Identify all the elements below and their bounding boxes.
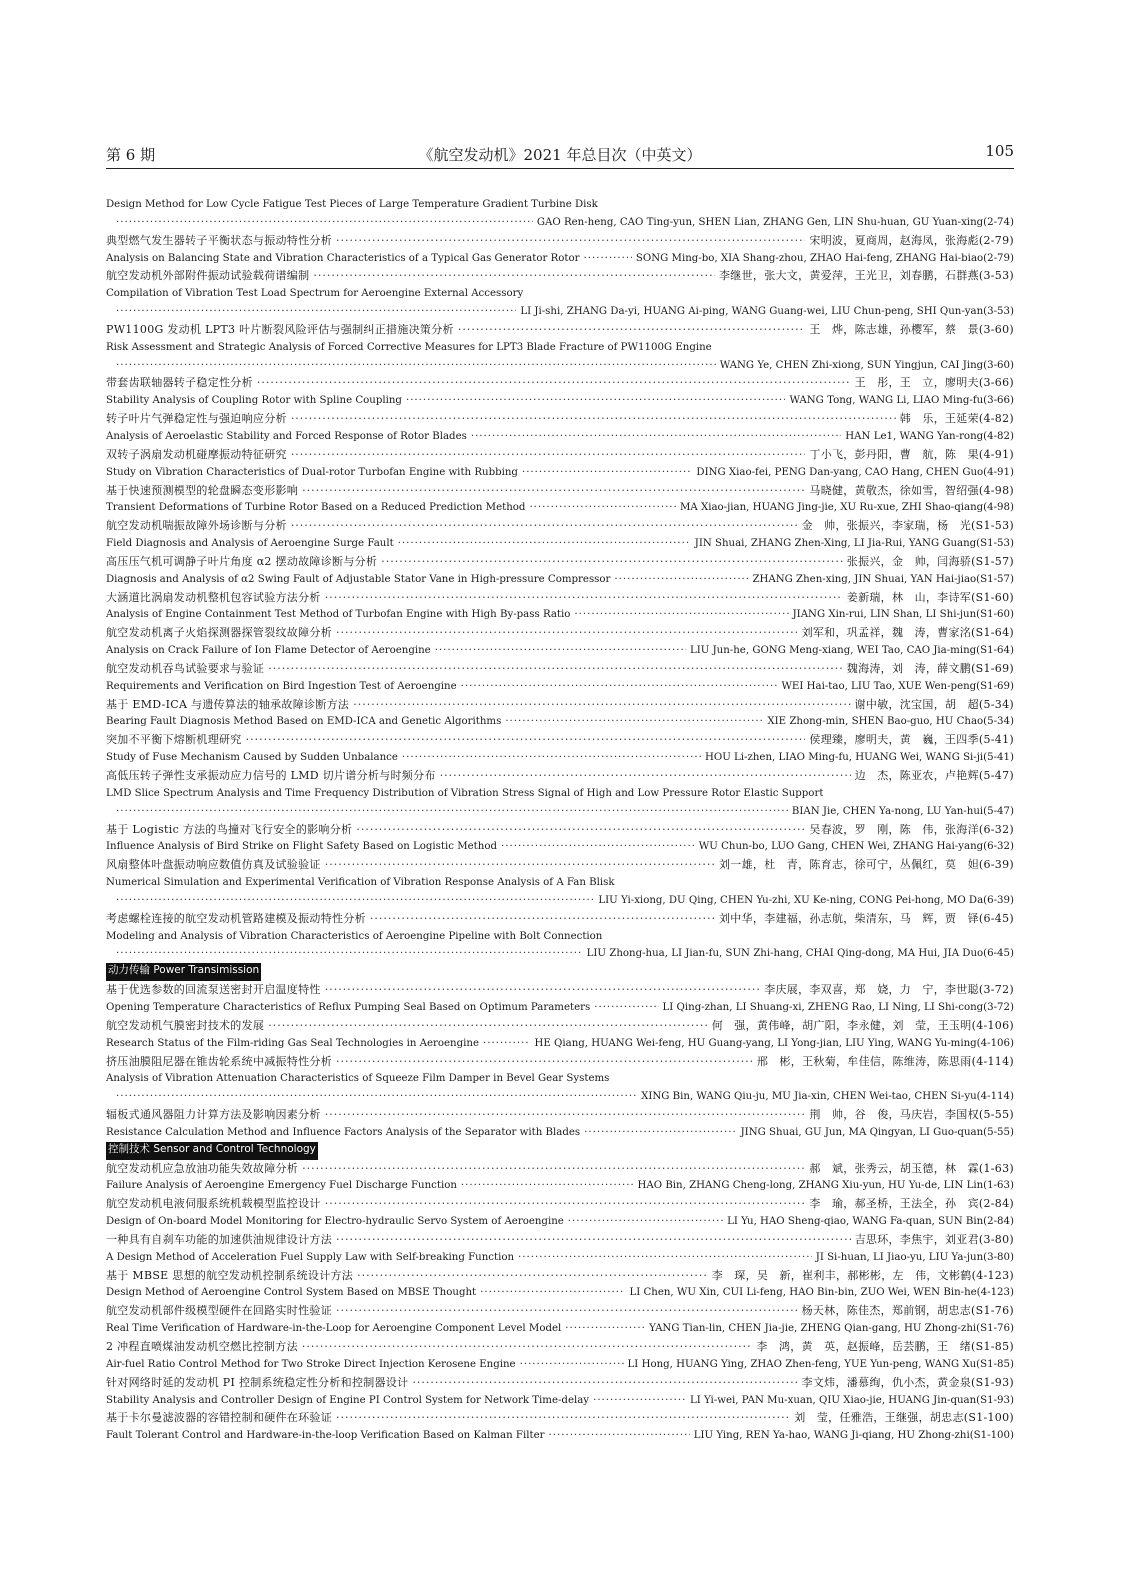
toc-entry xyxy=(106,945,1014,963)
dot-leader xyxy=(381,553,843,571)
toc-entry xyxy=(106,1356,1014,1374)
article-title-en: Bearing Fault Diagnosis Method Based on EMD-ICA and Genetic Algorithms xyxy=(106,716,502,728)
authors-and-page: DING Xiao-fei, PENG Dan-yang, CAO Hang, CHEN Guo(4-91) xyxy=(696,466,1014,478)
article-title-en: Modeling and Analysis of Vibration Characteristics of Aeroengine Pipeline with Bolt Connection xyxy=(106,930,603,942)
authors-and-page: 刘军和，巩孟祥，魏 涛，曹家洺(S1-64) xyxy=(801,626,1014,640)
article-title-zh: 航空发动机离子火焰探测器探管裂纹故障分析 xyxy=(106,626,332,640)
toc-entry xyxy=(106,464,1014,482)
toc-entry xyxy=(106,713,1014,731)
article-title-en: Fault Tolerant Control and Hardware-in-the-loop Verification Based on Kalman Filter xyxy=(106,1430,545,1442)
authors-and-page: 张振兴，金 帅，闫海骄(S1-57) xyxy=(846,554,1014,568)
authors-and-page: 刘 莹，任雅浩，王继强，胡忠志(S1-100) xyxy=(794,1411,1014,1425)
toc-entry xyxy=(106,1124,1014,1142)
article-title-en: Requirements and Verification on Bird Ingestion Test of Aeroengine xyxy=(106,680,457,692)
article-title-zh: 2 冲程直喷煤油发动机空燃比控制方法 xyxy=(106,1340,298,1353)
authors-and-page: 丁小飞，彭丹阳，曹 航，陈 果(4-91) xyxy=(809,447,1014,461)
article-title-en: Risk Assessment and Strategic Analysis of Forced Corrective Measures for LPT3 Blade Fracture of PW1100G Engine xyxy=(106,341,712,353)
dot-leader xyxy=(549,1427,690,1445)
dot-leader xyxy=(325,856,715,874)
authors-and-page: 荆 帅，谷 俊，马庆岩，李国权(5-55) xyxy=(809,1108,1014,1122)
authors-and-page: 姜新瑞，林 山，李诗军(S1-60) xyxy=(846,590,1014,604)
article-title-zh: 基于 EMD-ICA 与遗传算法的轴承故障诊断方法 xyxy=(106,697,350,711)
authors-and-page: 杨天林，陈佳杰，郑前钢，胡忠志(S1-76) xyxy=(801,1304,1014,1318)
toc-entry xyxy=(106,1302,1014,1320)
dot-leader xyxy=(336,1409,790,1427)
dot-leader xyxy=(574,606,788,624)
authors-and-page: 金 帅，张振兴，李家瑞，杨 光(S1-53) xyxy=(801,519,1014,533)
authors-and-page: JIN Shuai, ZHANG Zhen-Xing, LI Jia-Rui, YANG Guang(S1-53) xyxy=(694,538,1014,550)
article-title-en: Analysis of Vibration Attenuation Characteristics of Squeeze Film Damper in Bevel Gear Systems xyxy=(106,1073,610,1085)
article-title-zh: 基于 MBSE 思想的航空发动机控制系统设计方法 xyxy=(106,1268,354,1282)
dot-leader xyxy=(593,1392,686,1410)
dot-leader xyxy=(440,767,851,785)
authors-and-page: SONG Ming-bo, XIA Shang-zhou, ZHAO Hai-feng, ZHANG Hai-biao(2-79) xyxy=(635,252,1014,264)
article-title-zh: 突加不平衡下熔断机理研究 xyxy=(106,733,242,747)
article-title-en: Study on Vibration Characteristics of Dual-rotor Turbofan Engine with Rubbing xyxy=(106,466,518,478)
toc-entry xyxy=(106,428,1014,446)
article-title-zh: 双转子涡扇发动机碰摩振动特征研究 xyxy=(106,447,287,461)
toc-entry xyxy=(106,196,1014,214)
article-title-en: LMD Slice Spectrum Analysis and Time Frequency Distribution of Vibration Stress Signal of High and Low Pressure Rotor Elastic Support xyxy=(106,787,824,799)
authors-and-page: 侯理臻，廖明夫，黄 巍，王四季(5-41) xyxy=(809,733,1014,747)
authors-and-page: LI Yu, HAO Sheng-qiao, WANG Fa-quan, SUN Bin(2-84) xyxy=(727,1216,1014,1228)
article-title-zh: 航空发动机电液伺服系统机载模型监控设计 xyxy=(106,1197,321,1211)
article-title-en: Analysis of Aeroelastic Stability and Forced Response of Rotor Blades xyxy=(106,430,467,442)
toc-entry xyxy=(106,678,1014,696)
toc-entry xyxy=(106,1070,1014,1088)
toc-entry xyxy=(106,856,1014,874)
authors-and-page: 魏海涛，刘 涛，薛文鹏(S1-69) xyxy=(846,661,1014,675)
dot-leader xyxy=(480,1284,625,1302)
toc-entry xyxy=(106,660,1014,678)
dot-leader xyxy=(268,1017,708,1035)
dot-leader xyxy=(325,1195,806,1213)
section-title: 控制技术 Sensor and Control Technology xyxy=(106,1142,318,1160)
authors-and-page: YANG Tian-lin, CHEN Jia-jie, ZHENG Qian-gang, HU Zhong-zhi(S1-76) xyxy=(649,1323,1014,1335)
authors-and-page: 李 鸿，黄 英，赵振峰，岳芸鹏，王 绪(S1-85) xyxy=(756,1340,1014,1353)
authors-and-page: HOU Li-zhen, LIAO Ming-fu, HUANG Wei, WANG Si-ji(5-41) xyxy=(704,752,1014,764)
toc-entry xyxy=(106,1320,1014,1338)
toc-entry xyxy=(106,838,1014,856)
article-title-en: Research Status of the Film-riding Gas Seal Technologies in Aeroengine xyxy=(106,1037,479,1049)
dot-leader xyxy=(291,517,798,535)
article-title-en: Failure Analysis of Aeroengine Emergency Fuel Discharge Function xyxy=(106,1180,457,1192)
dot-leader xyxy=(336,1053,753,1071)
authors-and-page: 吴春波，罗 刚，陈 伟，张海洋(6-32) xyxy=(809,822,1014,836)
toc-entry xyxy=(106,928,1014,946)
toc-entry xyxy=(106,624,1014,642)
dot-leader xyxy=(568,1213,723,1231)
toc-entry xyxy=(106,339,1014,357)
dot-leader xyxy=(583,250,631,268)
article-title-zh: 航空发动机外部附件振动试验载荷谱编制 xyxy=(106,269,310,283)
dot-leader xyxy=(501,838,695,856)
authors-and-page: XING Bin, WANG Qiu-ju, MU Jia-xin, CHEN Wei-tao, CHEN Si-yu(4-114) xyxy=(641,1091,1014,1103)
authors-and-page: MA Xiao-jian, HUANG Jing-jie, XU Ru-xue, ZHI Shao-qiang(4-98) xyxy=(679,502,1014,514)
article-title-zh: 典型燃气发生器转子平衡状态与振动特性分析 xyxy=(106,233,332,247)
dot-leader xyxy=(398,535,691,553)
toc-entry xyxy=(106,482,1014,500)
dot-leader xyxy=(325,981,761,999)
authors-and-page: 王 彤，王 立，廖明夫(3-66) xyxy=(854,376,1014,390)
toc-entry xyxy=(106,517,1014,535)
toc-entry xyxy=(106,321,1014,339)
dot-leader xyxy=(406,392,786,410)
article-title-en: Design Method for Low Cycle Fatigue Test Pieces of Large Temperature Gradient Turbine Disk xyxy=(106,199,598,210)
dot-leader xyxy=(116,357,716,375)
authors-and-page: HAN Le1, WANG Yan-rong(4-82) xyxy=(845,430,1014,442)
article-title-en: Resistance Calculation Method and Influence Factors Analysis of the Separator with Blades xyxy=(106,1126,581,1138)
authors-and-page: GAO Ren-heng, CAO Ting-yun, SHEN Lian, ZHANG Gen, LIN Shu-huan, GU Yuan-xing(2-74) xyxy=(536,216,1014,228)
toc-entry xyxy=(106,981,1014,999)
article-title-en: Analysis on Balancing State and Vibration Characteristics of a Typical Gas Generator Rotor xyxy=(106,252,580,264)
dot-leader xyxy=(257,374,851,392)
toc-entry xyxy=(106,589,1014,607)
authors-and-page: LIU Zhong-hua, LI Jian-fu, SUN Zhi-hang, CHAI Qing-dong, MA Hui, JIA Duo(6-45) xyxy=(586,948,1014,960)
authors-and-page: 李文炜，潘慕绚，仇小杰，黄金泉(S1-93) xyxy=(801,1375,1014,1389)
authors-and-page: BIAN Jie, CHEN Ya-nong, LU Yan-hui(5-47) xyxy=(791,805,1014,817)
page-number: 105 xyxy=(985,142,1014,160)
authors-and-page: 何 强，黄伟峰，胡广阳，李永健，刘 莹，王玉明(4-106) xyxy=(711,1018,1014,1032)
dot-leader xyxy=(520,1356,624,1374)
toc-entry xyxy=(106,874,1014,892)
article-title-zh: 航空发动机气膜密封技术的发展 xyxy=(106,1018,265,1032)
toc-entry xyxy=(106,606,1014,624)
toc-entry xyxy=(106,1213,1014,1231)
running-title: 《航空发动机》2021 年总目次（中英文） xyxy=(418,146,702,164)
dot-leader xyxy=(116,803,788,821)
toc-entry xyxy=(106,214,1014,232)
toc-entry xyxy=(106,749,1014,767)
toc-entry xyxy=(106,1017,1014,1035)
toc-entry xyxy=(106,1409,1014,1427)
article-title-zh: 风扇整体叶盘振动响应数值仿真及试验验证 xyxy=(106,858,321,872)
article-title-en: Compilation of Vibration Test Load Spectrum for Aeroengine External Accessory xyxy=(106,288,524,300)
toc-entry xyxy=(106,910,1014,928)
article-title-en: Influence Analysis of Bird Strike on Flight Safety Based on Logistic Method xyxy=(106,841,497,853)
article-title-en: Diagnosis and Analysis of α2 Swing Fault of Adjustable Stator Vane in High-pressure Compressor xyxy=(106,573,611,585)
article-title-en: Design of On-board Model Monitoring for Electro-hydraulic Servo System of Aeroengine xyxy=(106,1216,564,1228)
toc-entry xyxy=(106,392,1014,410)
article-title-en: Field Diagnosis and Analysis of Aeroengine Surge Fault xyxy=(106,538,394,550)
dot-leader xyxy=(116,1088,637,1106)
dot-leader xyxy=(116,892,594,910)
issue-label: 第 6 期 xyxy=(106,146,156,164)
toc-entry xyxy=(106,767,1014,785)
article-title-zh: 基于快速预测模型的轮盘瞬态变形影响 xyxy=(106,483,299,497)
authors-and-page: XIE Zhong-min, SHEN Bao-guo, HU Chao(5-34) xyxy=(767,716,1014,728)
article-title-zh: PW1100G 发动机 LPT3 叶片断裂风险评估与强制纠正措施决策分析 xyxy=(106,322,454,336)
dot-leader xyxy=(594,999,658,1017)
dot-leader xyxy=(336,1302,798,1320)
toc-entry xyxy=(106,1088,1014,1106)
dot-leader xyxy=(505,713,763,731)
article-title-en: A Design Method of Acceleration Fuel Supply Law with Self-breaking Function xyxy=(106,1251,515,1263)
dot-leader xyxy=(246,731,806,749)
authors-and-page: LI Ji-shi, ZHANG Da-yi, HUANG Ai-ping, WANG Guang-wei, LIU Chun-peng, SHI Qun-yan(3-53) xyxy=(520,306,1014,318)
article-title-en: Analysis on Crack Failure of Ion Flame Detector of Aeroengine xyxy=(106,645,431,657)
dot-leader xyxy=(302,482,805,500)
authors-and-page: JI Si-huan, LI Jiao-yu, LIU Ya-jun(3-80) xyxy=(815,1251,1014,1263)
toc-entry xyxy=(106,1231,1014,1249)
authors-and-page: 韩 乐，王延荣(4-82) xyxy=(899,412,1014,426)
dot-leader xyxy=(336,624,798,642)
article-title-en: Design Method of Aeroengine Control System Based on MBSE Thought xyxy=(106,1287,477,1299)
section-heading xyxy=(106,963,1014,981)
toc-entry xyxy=(106,1177,1014,1195)
toc-entry xyxy=(106,267,1014,285)
toc-entry xyxy=(106,1338,1014,1356)
article-title-zh: 考虑螺栓连接的航空发动机管路建模及振动特性分析 xyxy=(106,911,366,925)
article-title-en: Real Time Verification of Hardware-in-the-Loop for Aeroengine Component Level Model xyxy=(106,1323,562,1335)
dot-leader xyxy=(325,589,843,607)
dot-leader xyxy=(302,1338,752,1356)
dot-leader xyxy=(483,1035,530,1053)
dot-leader xyxy=(313,267,715,285)
toc-entry xyxy=(106,821,1014,839)
toc-entry xyxy=(106,1035,1014,1053)
toc-entry xyxy=(106,1284,1014,1302)
article-title-zh: 航空发动机部件级模型硬件在回路实时性验证 xyxy=(106,1304,332,1318)
toc-entry xyxy=(106,499,1014,517)
authors-and-page: 李继世，张大文，黄爱萍，王光卫，刘春鹏，石群燕(3-53) xyxy=(719,269,1014,283)
authors-and-page: LIU Ying, REN Ya-hao, WANG Ji-qiang, HU Zhong-zhi(S1-100) xyxy=(693,1430,1014,1442)
dot-leader xyxy=(325,1106,806,1124)
article-title-zh: 辐板式通风器阻力计算方法及影响因素分析 xyxy=(106,1108,321,1122)
authors-and-page: 王 烨，陈志雄，孙樱军，蔡 景(3-60) xyxy=(809,322,1014,336)
article-title-en: Stability Analysis of Coupling Rotor with Spline Coupling xyxy=(106,395,402,407)
dot-leader xyxy=(356,821,805,839)
authors-and-page: 刘一雄，杜 青，陈育志，徐可宁，丛佩红，莫 妲(6-39) xyxy=(719,858,1014,872)
authors-and-page: LI Hong, HUANG Ying, ZHAO Zhen-feng, YUE Yun-peng, WANG Xu(S1-85) xyxy=(627,1358,1014,1370)
authors-and-page: 邢 彬，王秋菊，牟佳信，陈维涛，陈思雨(4-114) xyxy=(756,1054,1014,1068)
authors-and-page: WANG Ye, CHEN Zhi-xiong, SUN Yingjun, CAI Jing(3-60) xyxy=(719,359,1014,371)
toc-entry xyxy=(106,232,1014,250)
toc-entry xyxy=(106,1267,1014,1285)
dot-leader xyxy=(116,214,533,232)
authors-and-page: 李 瑜，郝圣桥，王法全，孙 宾(2-84) xyxy=(809,1197,1014,1211)
authors-and-page: 郝 斌，张秀云，胡玉德，林 霖(1-63) xyxy=(809,1161,1014,1175)
toc-entry xyxy=(106,1249,1014,1267)
article-title-zh: 基于 Logistic 方法的鸟撞对飞行安全的影响分析 xyxy=(106,822,353,836)
authors-and-page: WU Chun-bo, LUO Gang, CHEN Wei, ZHANG Hai-yang(6-32) xyxy=(698,841,1014,853)
toc-entry xyxy=(106,731,1014,749)
article-title-zh: 航空发动机喘振故障外场诊断与分析 xyxy=(106,519,287,533)
dot-leader xyxy=(116,945,583,963)
toc-entry xyxy=(106,357,1014,375)
dot-leader xyxy=(402,749,701,767)
dot-leader xyxy=(268,660,843,678)
toc-entry xyxy=(106,1374,1014,1392)
toc-entry xyxy=(106,374,1014,392)
authors-and-page: WANG Tong, WANG Li, LIAO Ming-fu(3-66) xyxy=(789,395,1014,407)
section-heading xyxy=(106,1142,1014,1160)
page-header xyxy=(106,142,1014,169)
toc-entry xyxy=(106,571,1014,589)
authors-and-page: LI Yi-wei, PAN Mu-xuan, QIU Xiao-jie, HUANG Jin-quan(S1-93) xyxy=(689,1394,1014,1406)
section-title: 动力传输 Power Transimission xyxy=(106,963,261,981)
article-title-en: Transient Deformations of Turbine Rotor Based on a Reduced Prediction Method xyxy=(106,502,526,514)
dot-leader xyxy=(518,1249,812,1267)
article-title-en: Opening Temperature Characteristics of Reflux Pumping Seal Based on Optimum Parameters xyxy=(106,1001,591,1013)
toc-entry xyxy=(106,1053,1014,1071)
toc-entry xyxy=(106,1106,1014,1124)
toc-entry xyxy=(106,1392,1014,1410)
article-title-zh: 航空发动机应急放油功能失效故障分析 xyxy=(106,1161,299,1175)
authors-and-page: 刘中华，李建福，孙志航，柴清东，马 辉，贾 铎(6-45) xyxy=(719,911,1014,925)
toc-entry xyxy=(106,250,1014,268)
article-title-zh: 航空发动机吞鸟试验要求与验证 xyxy=(106,661,265,675)
toc-entry xyxy=(106,642,1014,660)
toc-entry xyxy=(106,892,1014,910)
dot-leader xyxy=(336,232,805,250)
dot-leader xyxy=(116,303,516,321)
toc-entry xyxy=(106,535,1014,553)
authors-and-page: ZHANG Zhen-xing, JIN Shuai, YAN Hai-jiao(S1-57) xyxy=(752,573,1014,585)
article-title-en: Numerical Simulation and Experimental Verification of Vibration Response Analysis of A Fan Blisk xyxy=(106,877,615,889)
authors-and-page: 宋明波，夏商周，赵海凤，张海彪(2-79) xyxy=(809,233,1014,247)
toc-entry xyxy=(106,803,1014,821)
dot-leader xyxy=(357,1267,708,1285)
article-title-en: Study of Fuse Mechanism Caused by Sudden Unbalance xyxy=(106,752,398,764)
dot-leader xyxy=(370,910,715,928)
toc-entry xyxy=(106,1427,1014,1445)
authors-and-page: 谢中敏，沈宝国，胡 超(5-34) xyxy=(854,697,1014,711)
dot-leader xyxy=(336,1231,851,1249)
toc-entry xyxy=(106,446,1014,464)
authors-and-page: 边 杰，陈亚农，卢艳辉(5-47) xyxy=(854,769,1014,782)
dot-leader xyxy=(461,678,778,696)
toc-entry xyxy=(106,999,1014,1017)
dot-leader xyxy=(353,696,850,714)
article-title-en: Analysis of Engine Containment Test Method of Turbofan Engine with High By-pass Ratio xyxy=(106,609,571,621)
authors-and-page: LI Chen, WU Xin, CUI Li-feng, HAO Bin-bin, ZUO Wei, WEN Bin-he(4-123) xyxy=(629,1287,1014,1299)
article-title-zh: 基于卡尔曼滤波器的容错控制和硬件在环验证 xyxy=(106,1411,332,1425)
table-of-contents xyxy=(106,196,1014,1445)
dot-leader xyxy=(412,1374,797,1392)
dot-leader xyxy=(435,642,686,660)
authors-and-page: HE Qiang, HUANG Wei-feng, HU Guang-yang, LI Yong-jian, LIU Ying, WANG Yu-ming(4-106) xyxy=(534,1037,1014,1049)
authors-and-page: WEI Hai-tao, LIU Tao, XUE Wen-peng(S1-69) xyxy=(781,680,1014,692)
authors-and-page: LI Qing-zhan, LI Shuang-xi, ZHENG Rao, LI Ning, LI Shi-cong(3-72) xyxy=(662,1001,1014,1013)
dot-leader xyxy=(302,1160,805,1178)
toc-entry xyxy=(106,553,1014,571)
toc-entry xyxy=(106,285,1014,303)
authors-and-page: HAO Bin, ZHANG Cheng-long, ZHANG Xiu-yun, HU Yu-de, LIN Lin(1-63) xyxy=(637,1180,1014,1192)
dot-leader xyxy=(291,410,896,428)
dot-leader xyxy=(458,321,806,339)
dot-leader xyxy=(584,1124,736,1142)
authors-and-page: LIU Yi-xiong, DU Qing, CHEN Yu-zhi, XU Ke-ning, CONG Pei-hong, MO Da(6-39) xyxy=(598,894,1014,906)
dot-leader xyxy=(529,499,676,517)
article-title-zh: 转子叶片气弹稳定性与强迫响应分析 xyxy=(106,412,287,426)
dot-leader xyxy=(461,1177,634,1195)
dot-leader xyxy=(471,428,841,446)
article-title-zh: 高压压气机可调静子叶片角度 α2 摆动故障诊断与分析 xyxy=(106,554,378,568)
toc-entry xyxy=(106,1195,1014,1213)
toc-entry xyxy=(106,785,1014,803)
article-title-en: Stability Analysis and Controller Design of Engine PI Control System for Network Time-delay xyxy=(106,1394,590,1406)
authors-and-page: 李庆展，李双喜，郑 娆，力 宁，李世聪(3-72) xyxy=(764,983,1014,997)
article-title-zh: 带套齿联轴器转子稳定性分析 xyxy=(106,376,253,390)
article-title-zh: 高低压转子弹性支承振动应力信号的 LMD 切片谱分析与时频分布 xyxy=(106,769,436,782)
article-title-zh: 一种具有自刹车功能的加速供油规律设计方法 xyxy=(106,1232,332,1246)
authors-and-page: 马晓健，黄敬杰，徐如雪，智绍强(4-98) xyxy=(809,483,1014,497)
authors-and-page: LIU Jun-he, GONG Meng-xiang, WEI Tao, CAO Jia-ming(S1-64) xyxy=(689,645,1014,657)
article-title-zh: 基于优选参数的回流泵送密封开启温度特性 xyxy=(106,983,321,997)
toc-entry xyxy=(106,410,1014,428)
article-title-zh: 挤压油膜阻尼器在锥齿轮系统中减振特性分析 xyxy=(106,1054,332,1068)
toc-entry xyxy=(106,303,1014,321)
article-title-zh: 大涵道比涡扇发动机整机包容试验方法分析 xyxy=(106,590,321,604)
article-title-zh: 针对网络时延的发动机 PI 控制系统稳定性分析和控制器设计 xyxy=(106,1375,409,1389)
authors-and-page: JING Shuai, GU Jun, MA Qingyan, LI Guo-quan(5-55) xyxy=(740,1126,1014,1138)
article-title-en: Air-fuel Ratio Control Method for Two Stroke Direct Injection Kerosene Engine xyxy=(106,1358,516,1370)
authors-and-page: 吉思环，李焦宇，刘亚君(3-80) xyxy=(854,1232,1014,1246)
dot-leader xyxy=(522,464,692,482)
authors-and-page: JIANG Xin-rui, LIN Shan, LI Shi-jun(S1-60) xyxy=(792,609,1014,621)
dot-leader xyxy=(291,446,806,464)
toc-entry xyxy=(106,696,1014,714)
authors-and-page: 李 琛，吴 新，崔利丰，郝彬彬，左 伟，文彬鹤(4-123) xyxy=(711,1268,1014,1282)
dot-leader xyxy=(565,1320,645,1338)
dot-leader xyxy=(614,571,748,589)
toc-entry xyxy=(106,1160,1014,1178)
